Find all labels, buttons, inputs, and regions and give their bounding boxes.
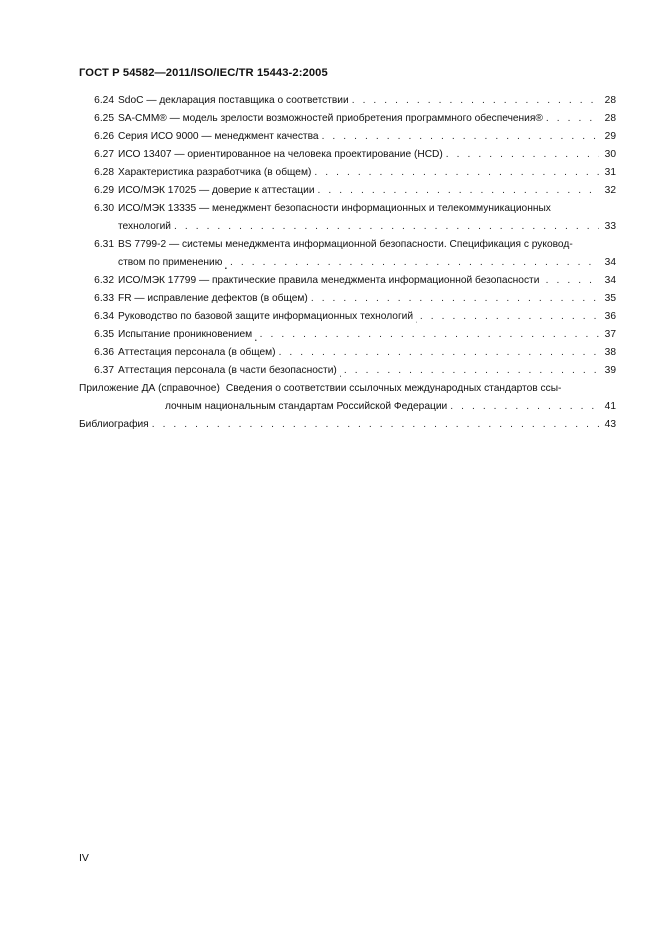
bibliography-title: Библиография <box>79 419 149 430</box>
toc-entry-6-34[interactable] <box>79 308 616 326</box>
toc-number: 6.28 <box>94 167 114 178</box>
leader-dots <box>311 290 599 308</box>
toc-entry-appendix-cont[interactable] <box>79 398 616 416</box>
table-of-contents <box>79 92 616 434</box>
lock-icon <box>225 264 227 272</box>
toc-title-line1: BS 7799-2 — системы менеджмента информационной безопасности. Спецификация с руковод- <box>118 239 573 250</box>
toc-page: 32 <box>604 185 616 196</box>
toc-title-line1: ИСО/МЭК 13335 — менеджмент безопасности информационных и телекоммуникационных <box>118 203 551 214</box>
appendix-label: Приложение ДА (справочное) <box>79 383 220 394</box>
toc-title: Испытание проникновением <box>118 329 253 340</box>
leader-dots <box>152 416 599 434</box>
toc-title-line2: технологий <box>118 221 171 232</box>
appendix-title-line1: Сведения о соответствии ссылочных международных стандартов ссы- <box>225 383 562 394</box>
toc-page: 31 <box>604 167 616 178</box>
leader-dots <box>322 128 599 146</box>
toc-entry-6-29[interactable] <box>79 182 616 200</box>
toc-title: SA-CMM® — модель зрелости возможностей приобретения программного обеспечения® <box>118 113 543 124</box>
toc-entry-6-31-cont[interactable] <box>79 254 616 272</box>
toc-page: 38 <box>604 347 616 358</box>
toc-entry-6-28[interactable] <box>79 164 616 182</box>
toc-entry-6-30[interactable] <box>79 200 616 218</box>
lock-icon <box>340 372 341 380</box>
leader-dots <box>446 146 599 164</box>
toc-number: 6.34 <box>94 311 114 322</box>
toc-number: 6.37 <box>94 365 114 376</box>
toc-entry-6-36[interactable] <box>79 344 616 362</box>
toc-page: 43 <box>604 419 616 430</box>
toc-entry-appendix[interactable] <box>79 380 616 398</box>
toc-entry-6-24[interactable] <box>79 92 616 110</box>
toc-page: 28 <box>604 113 616 124</box>
leader-dots <box>420 308 599 326</box>
toc-number: 6.24 <box>94 95 114 106</box>
toc-title: SdoC — декларация поставщика о соответствии <box>118 95 349 106</box>
toc-page: 29 <box>604 131 616 142</box>
toc-entry-6-33[interactable] <box>79 290 616 308</box>
toc-number: 6.25 <box>94 113 114 124</box>
toc-number: 6.26 <box>94 131 114 142</box>
toc-number: 6.32 <box>94 275 114 286</box>
leader-dots <box>318 182 599 200</box>
toc-entry-6-32[interactable] <box>79 272 616 290</box>
leader-dots <box>174 218 599 236</box>
toc-number: 6.31 <box>94 239 114 250</box>
toc-number: 6.33 <box>94 293 114 304</box>
leader-dots <box>260 326 599 344</box>
leader-dots <box>450 398 599 416</box>
toc-entry-6-35[interactable] <box>79 326 616 344</box>
appendix-title-line2: лочным национальным стандартам Российской Федерации <box>165 401 448 412</box>
toc-entry-bibliography[interactable] <box>79 416 616 434</box>
toc-number: 6.36 <box>94 347 114 358</box>
toc-page: 33 <box>604 221 616 232</box>
toc-title: Аттестация персонала (в части безопасности) <box>118 365 337 376</box>
toc-title: ИСО/МЭК 17025 — доверие к аттестации <box>118 185 315 196</box>
lock-icon <box>416 318 417 326</box>
toc-title: Аттестация персонала (в общем) <box>118 347 276 358</box>
leader-dots <box>279 344 599 362</box>
toc-number: 6.27 <box>94 149 114 160</box>
toc-title: Руководство по базовой защите информационных технологий <box>118 311 414 322</box>
page-number: IV <box>79 852 89 864</box>
toc-entry-6-30-cont[interactable] <box>79 218 616 236</box>
toc-number: 6.29 <box>94 185 114 196</box>
leader-dots <box>352 92 599 110</box>
toc-title: FR — исправление дефектов (в общем) <box>118 293 308 304</box>
toc-number: 6.30 <box>94 203 114 214</box>
toc-page: 34 <box>604 257 616 268</box>
leader-dots <box>546 110 599 128</box>
toc-entry-6-27[interactable] <box>79 146 616 164</box>
toc-entry-6-25[interactable] <box>79 110 616 128</box>
toc-title: Серия ИСО 9000 — менеджмент качества <box>118 131 319 142</box>
toc-page: 28 <box>604 95 616 106</box>
toc-entry-6-37[interactable] <box>79 362 616 380</box>
leader-dots <box>546 272 599 290</box>
leader-dots <box>314 164 599 182</box>
toc-page: 41 <box>604 401 616 412</box>
toc-title-line2: ством по применению <box>118 257 223 268</box>
toc-page: 36 <box>604 311 616 322</box>
toc-page: 39 <box>604 365 616 376</box>
toc-title: ИСО/МЭК 17799 — практические правила менеджмента информационной безопасности <box>118 275 540 286</box>
toc-page: 34 <box>604 275 616 286</box>
toc-title: Характеристика разработчика (в общем) <box>118 167 312 178</box>
leader-dots <box>344 362 599 380</box>
toc-number: 6.35 <box>94 329 114 340</box>
toc-page: 35 <box>604 293 616 304</box>
lock-icon <box>255 336 257 344</box>
toc-entry-6-26[interactable] <box>79 128 616 146</box>
leader-dots <box>230 254 599 272</box>
toc-title: ИСО 13407 — ориентированное на человека проектирование (HCD) <box>118 149 443 160</box>
toc-page: 30 <box>604 149 616 160</box>
toc-entry-6-31[interactable] <box>79 236 616 254</box>
page-title: ГОСТ Р 54582—2011/ISO/IEC/TR 15443-2:2005 <box>79 67 328 79</box>
toc-page: 37 <box>604 329 616 340</box>
